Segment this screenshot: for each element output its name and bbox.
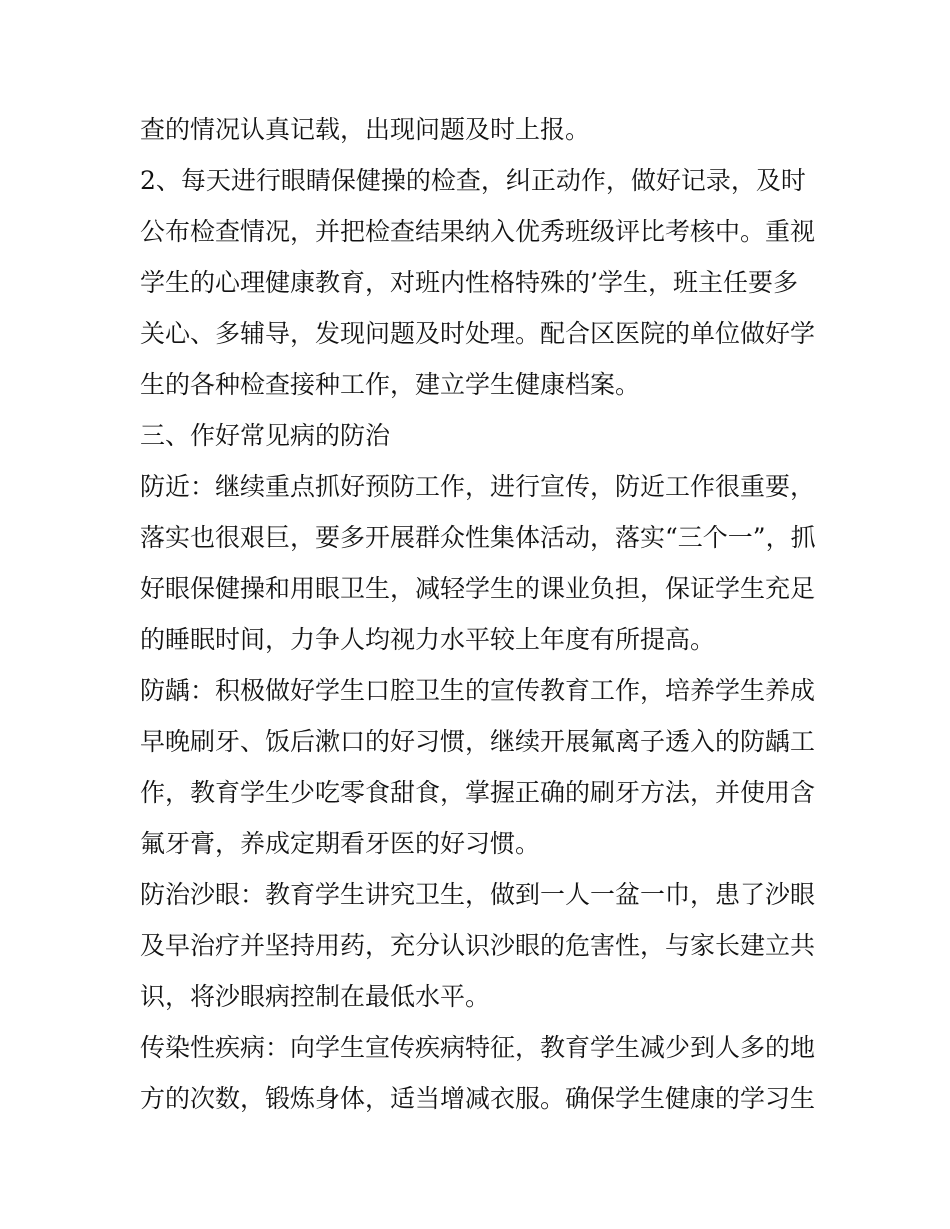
text-line: 氟牙膏，养成定期看牙医的好习惯。 bbox=[140, 829, 541, 858]
text-line: 查的情况认真记载，出现问题及时上报。 bbox=[140, 115, 591, 144]
text-line: 早晚刷牙、饭后漱口的好习惯，继续开展氟离子透入的防龋工 bbox=[140, 727, 816, 756]
text-line: 的睡眠时间，力争人均视力水平较上年度有所提高。 bbox=[140, 625, 716, 654]
text-line: 生的各种检查接种工作，建立学生健康档案。 bbox=[140, 370, 641, 399]
text-line: 落实也很艰巨，要多开展群众性集体活动，落实“三个一”，抓 bbox=[140, 523, 816, 552]
text-line: 方的次数，锻炼身体，适当增减衣服。确保学生健康的学习生 bbox=[140, 1084, 816, 1113]
text-line: 传染性疾病：向学生宣传疾病特征，教育学生减少到人多的地 bbox=[140, 1033, 816, 1062]
text-line: 公布检查情况，并把检查结果纳入优秀班级评比考核中。重视 bbox=[140, 217, 816, 246]
text-line: 识，将沙眼病控制在最低水平。 bbox=[140, 982, 491, 1011]
text-line: 防治沙眼：教育学生讲究卫生，做到一人一盆一巾，患了沙眼 bbox=[140, 880, 816, 909]
text-line: 防近：继续重点抓好预防工作，进行宣传，防近工作很重要， bbox=[140, 472, 816, 501]
section-heading: 三、作好常见病的防治 bbox=[140, 421, 391, 450]
text-line: 防龋：积极做好学生口腔卫生的宣传教育工作，培养学生养成 bbox=[140, 676, 816, 705]
text-line: 2、每天进行眼睛保健操的检查，纠正动作，做好记录，及时 bbox=[140, 166, 806, 195]
text-line: 及早治疗并坚持用药，充分认识沙眼的危害性，与家长建立共 bbox=[140, 931, 816, 960]
text-line: 关心、多辅导，发现问题及时处理。配合区医院的单位做好学 bbox=[140, 319, 816, 348]
text-line: 作，教育学生少吃零食甜食，掌握正确的刷牙方法，并使用含 bbox=[140, 778, 816, 807]
text-line: 好眼保健操和用眼卫生，减轻学生的课业负担，保证学生充足 bbox=[140, 574, 816, 603]
document-body bbox=[140, 104, 820, 1124]
text-line: 学生的心理健康教育，对班内性格特殊的’学生，班主任要多 bbox=[140, 268, 798, 297]
